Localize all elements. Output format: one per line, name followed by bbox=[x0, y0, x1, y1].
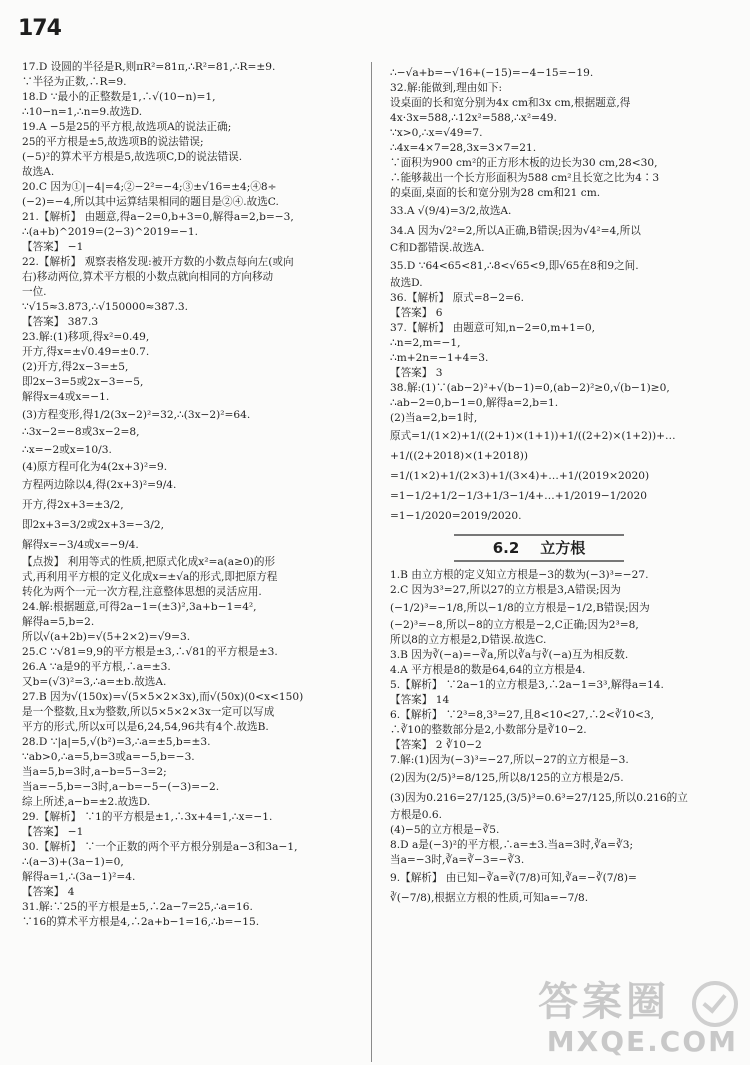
text-line: =1/(1×2)+1/(2×3)+1/(3×4)+…+1/(2019×2020) bbox=[390, 470, 650, 482]
text-line: 38.解:(1)∵(ab−2)²+√(b−1)=0,(ab−2)²≥0,√(b−1)≥0, bbox=[390, 382, 670, 394]
text-line: 当a=−5,b=−3时,a−b=−5−(−3)=−2. bbox=[22, 781, 220, 793]
text-line: 【答案】 2 ∛10−2 bbox=[390, 739, 482, 751]
text-line: (−2)=−4,所以其中运算结果相同的题目是②④.故选C. bbox=[22, 196, 279, 208]
text-line: 转化为两个一元一次方程,注意整体思想的灵活应用. bbox=[22, 586, 262, 598]
text-line: 25.C ∵√81=9,9的平方根是±3,∴√81的平方根是±3. bbox=[22, 646, 278, 658]
right-column bbox=[390, 66, 725, 908]
text-line: ∵16的算术平方根是4,∴2a+b−1=16,∴b=−15. bbox=[22, 916, 260, 928]
text-line: 式,再利用平方根的定义化成x=±√a的形式,即把原方程 bbox=[22, 571, 278, 583]
text-line: (−1/2)³=−1/8,所以−1/8的立方根是−1/2,B错误;因为 bbox=[390, 602, 650, 614]
text-line: 即2x+3=3/2或2x+3=−3/2, bbox=[22, 519, 164, 531]
text-line: 【答案】 3 bbox=[390, 367, 443, 379]
text-line: 方程两边除以4,得(2x+3)²=9/4. bbox=[22, 479, 177, 491]
section-title: 立方根 bbox=[540, 539, 586, 557]
text-line: 故选A. bbox=[22, 166, 55, 178]
text-line: 4x·3x=588,∴12x²=588,∴x²=49. bbox=[390, 112, 557, 124]
text-line: 综上所述,a−b=±2.故选D. bbox=[22, 796, 151, 808]
text-line: ∴3x−2=−8或3x−2=8, bbox=[22, 426, 140, 438]
text-line: 17.D 设圆的半径是R,则πR²=81π,∴R²=81,∴R=±9. bbox=[22, 61, 276, 73]
text-line: 26.A ∵a是9的平方根,∴a=±3. bbox=[22, 661, 171, 673]
text-line: ∴ab−2=0,b−1=0,解得a=2,b=1. bbox=[390, 397, 559, 409]
text-line: 解得x=−3/4或x=−9/4. bbox=[22, 539, 139, 551]
text-line: ∴4x=4×7=28,3x=3×7=21. bbox=[390, 142, 537, 154]
text-line: 所以8的立方根是2,D错误.故选C. bbox=[390, 634, 547, 646]
text-line: 又b=(√3)²=3,∴a=±b.故选A. bbox=[22, 676, 167, 688]
text-line: 解得x=4或x=−1. bbox=[22, 391, 110, 403]
text-line: ∵√15≈3.873,∴√150000≈387.3. bbox=[22, 301, 189, 313]
text-line: ∴能够裁出一个长方形面积为588 cm²且长宽之比为4∶3 bbox=[390, 172, 660, 184]
text-line: 37.【解析】 由题意可知,n−2=0,m+1=0, bbox=[390, 322, 595, 334]
text-line: 所以√(a+2b)=√(5+2×2)=√9=3. bbox=[22, 631, 191, 643]
text-line: ∴10−n=1,∴n=9.故选D. bbox=[22, 106, 143, 118]
text-line: 右)移动两位,算术平方根的小数点就向相同的方向移动 bbox=[22, 271, 274, 283]
text-line: 平方的形式,所以x可以是6,24,54,96共有4个.故选B. bbox=[22, 721, 269, 733]
text-line: 32.解:能做到,理由如下: bbox=[390, 82, 503, 94]
text-line: ∵半径为正数,∴R=9. bbox=[22, 76, 127, 88]
text-line: =1−1/2020=2019/2020. bbox=[390, 510, 522, 522]
watermark-url: MXQE.COM bbox=[546, 1025, 738, 1058]
section-number: 6.2 bbox=[492, 539, 520, 557]
text-line: 2.C 因为3³=27,所以27的立方根是3,A错误;因为 bbox=[390, 584, 621, 596]
watermark bbox=[538, 981, 738, 1057]
text-line: ∴∛10的整数部分是2,小数部分是∛10−2. bbox=[390, 724, 587, 736]
text-line: ∴(a+b)^2019=(2−3)^2019=−1. bbox=[22, 226, 199, 238]
text-line: 开方,得x=±√0.49=±0.7. bbox=[22, 346, 150, 358]
text-line: ∵x>0,∴x=√49=7. bbox=[390, 127, 483, 139]
text-line: 31.解:∵25的平方根是±5,∴2a−7=25,∴a=16. bbox=[22, 901, 253, 913]
text-line: 30.【解析】 ∵一个正数的两个平方根分别是a−3和3a−1, bbox=[22, 841, 298, 853]
text-line: 22.【解析】 观察表格发现:被开方数的小数点每向左(或向 bbox=[22, 256, 294, 268]
text-line: 18.D ∵最小的正整数是1,∴√(10−n)=1, bbox=[22, 91, 216, 103]
text-line: 是一个整数,且x为整数,所以5×5×2×3x一定可以写成 bbox=[22, 706, 275, 718]
left-column bbox=[22, 60, 360, 930]
text-line: ∵ab>0,∴a=5,b=3或a=−5,b=−3. bbox=[22, 751, 195, 763]
text-line: 8.D a是(−3)²的平方根,∴a=±3.当a=3时,∛a=∛3; bbox=[390, 839, 634, 851]
text-line: 28.D ∵|a|=5,√(b²)=3,∴a=±5,b=±3. bbox=[22, 736, 211, 748]
text-line: (−2)³=−8,所以−8的立方根是−2,C正确;因为2³=8, bbox=[390, 619, 639, 631]
text-line: 3.B 因为∛(−a)=−∛a,所以∛a与∛(−a)互为相反数. bbox=[390, 649, 629, 661]
text-line: 故选D. bbox=[390, 277, 423, 289]
text-line: 【答案】 −1 bbox=[22, 241, 84, 253]
text-line: 9.【解析】 由已知−∛a=∛(7/8)可知,∛a=−∛(7/8)= bbox=[390, 872, 637, 884]
text-line: 【答案】 14 bbox=[390, 694, 450, 706]
text-line: ∵面积为900 cm²的正方形木板的边长为30 cm,28<30, bbox=[390, 157, 658, 169]
text-line: (3)因为0.216=27/125,(3/5)³=0.6³=27/125,所以0.216的立 bbox=[390, 792, 688, 804]
text-line: 原式=1/(1×2)+1/((2+1)×(1+1))+1/((2+2)×(1+2))+… bbox=[390, 430, 676, 442]
text-line: 6.【解析】 ∵2³=8,3³=27,且8<10<27,∴2<∛10<3, bbox=[390, 709, 654, 721]
text-line: =1−1/2+1/2−1/3+1/3−1/4+…+1/2019−1/2020 bbox=[390, 490, 648, 502]
text-line: 4.A 平方根是8的数是64,64的立方根是4. bbox=[390, 664, 586, 676]
text-line: +1/((2+2018)×(1+2018)) bbox=[390, 450, 529, 462]
text-line: 25的平方根是±5,故选项B的说法错误; bbox=[22, 136, 204, 148]
text-line: 【答案】 4 bbox=[22, 886, 75, 898]
text-line: (2)开方,得2x−3=±5, bbox=[22, 361, 129, 373]
text-line: 开方,得2x+3=±3/2, bbox=[22, 499, 124, 511]
text-line: 一位. bbox=[22, 286, 47, 298]
text-line: ∴(a−3)+(3a−1)=0, bbox=[22, 856, 124, 868]
text-line: 解得a=5,b=2. bbox=[22, 616, 95, 628]
text-line: 1.B 由立方根的定义知立方根是−3的数为(−3)³=−27. bbox=[390, 569, 649, 581]
text-line: (2)因为(2/5)³=8/125,所以8/125的立方根是2/5. bbox=[390, 772, 624, 784]
text-line: 24.解:根据题意,可得2a−1=(±3)²,3a+b−1=4², bbox=[22, 601, 257, 613]
text-line: C和D都错误.故选A. bbox=[390, 242, 485, 254]
text-line: 【答案】 6 bbox=[390, 307, 443, 319]
text-line: 27.B 因为√(150x)=√(5×5×2×3x),而√(50x)(0<x<150) bbox=[22, 691, 304, 703]
text-line: 34.A 因为√2²=2,所以A正确,B错误;因为√4²=4,所以 bbox=[390, 225, 641, 237]
text-line: ∴x=−2或x=10/3. bbox=[22, 444, 112, 456]
text-line: 方根是0.6. bbox=[390, 809, 442, 821]
text-line: 当a=−3时,∛a=∛−3=−∛3. bbox=[390, 854, 525, 866]
text-line: 【答案】 387.3 bbox=[22, 316, 99, 328]
section-heading bbox=[454, 534, 624, 562]
column-divider bbox=[371, 62, 372, 1062]
text-line: 29.【解析】 ∵1的平方根是±1,∴3x+4=1,∴x=−1. bbox=[22, 811, 273, 823]
check-circle-icon bbox=[692, 981, 738, 1027]
page-number: 174 bbox=[18, 16, 61, 41]
text-line: 【点拨】 利用等式的性质,把原式化成x²=a(a≥0)的形 bbox=[22, 556, 276, 568]
text-line: (4)−5的立方根是−∛5. bbox=[390, 824, 500, 836]
text-line: 36.【解析】 原式=8−2=6. bbox=[390, 292, 524, 304]
text-line: 23.解:(1)移项,得x²=0.49, bbox=[22, 331, 150, 343]
text-line: 19.A −5是25的平方根,故选项A的说法正确; bbox=[22, 121, 232, 133]
text-line: 33.A √(9/4)=3/2,故选A. bbox=[390, 205, 512, 217]
text-line: ∴n=2,m=−1, bbox=[390, 337, 461, 349]
text-line: ∴−√a+b=−√16+(−15)=−4−15=−19. bbox=[390, 67, 594, 79]
text-line: ∴m+2n=−1+4=3. bbox=[390, 352, 489, 364]
text-line: 即2x−3=5或2x−3=−5, bbox=[22, 376, 144, 388]
text-line: (3)方程变形,得1/2(3x−2)²=32,∴(3x−2)²=64. bbox=[22, 409, 251, 421]
text-line: 解得a=1,∴(3a−1)²=4. bbox=[22, 871, 136, 883]
text-line: (2)当a=2,b=1时, bbox=[390, 412, 478, 424]
text-line: 20.C 因为①|−4|=4;②−2²=−4;③±√16=±4;④8÷ bbox=[22, 181, 277, 193]
text-line: 7.解:(1)因为(−3)³=−27,所以−27的立方根是−3. bbox=[390, 754, 629, 766]
text-line: (4)原方程可化为4(2x+3)²=9. bbox=[22, 461, 168, 473]
text-line: 21.【解析】 由题意,得a−2=0,b+3=0,解得a=2,b=−3, bbox=[22, 211, 294, 223]
text-line: 设桌面的长和宽分别为4x cm和3x cm,根据题意,得 bbox=[390, 97, 631, 109]
text-line: 当a=5,b=3时,a−b=5−3=2; bbox=[22, 766, 167, 778]
text-line: 的桌面,桌面的长和宽分别为28 cm和21 cm. bbox=[390, 187, 601, 199]
text-line: ∛(−7/8),根据立方根的性质,可知a=−7/8. bbox=[390, 892, 589, 904]
text-line: 5.【解析】 ∵2a−1的立方根是3,∴2a−1=3³,解得a=14. bbox=[390, 679, 664, 691]
text-line: 35.D ∵64<65<81,∴8<√65<9,即√65在8和9之间. bbox=[390, 260, 639, 272]
text-line: 【答案】 −1 bbox=[22, 826, 84, 838]
text-line: (−5)²的算术平方根是5,故选项C,D的说法错误. bbox=[22, 151, 243, 163]
watermark-text: 答案圈 bbox=[538, 979, 671, 1025]
